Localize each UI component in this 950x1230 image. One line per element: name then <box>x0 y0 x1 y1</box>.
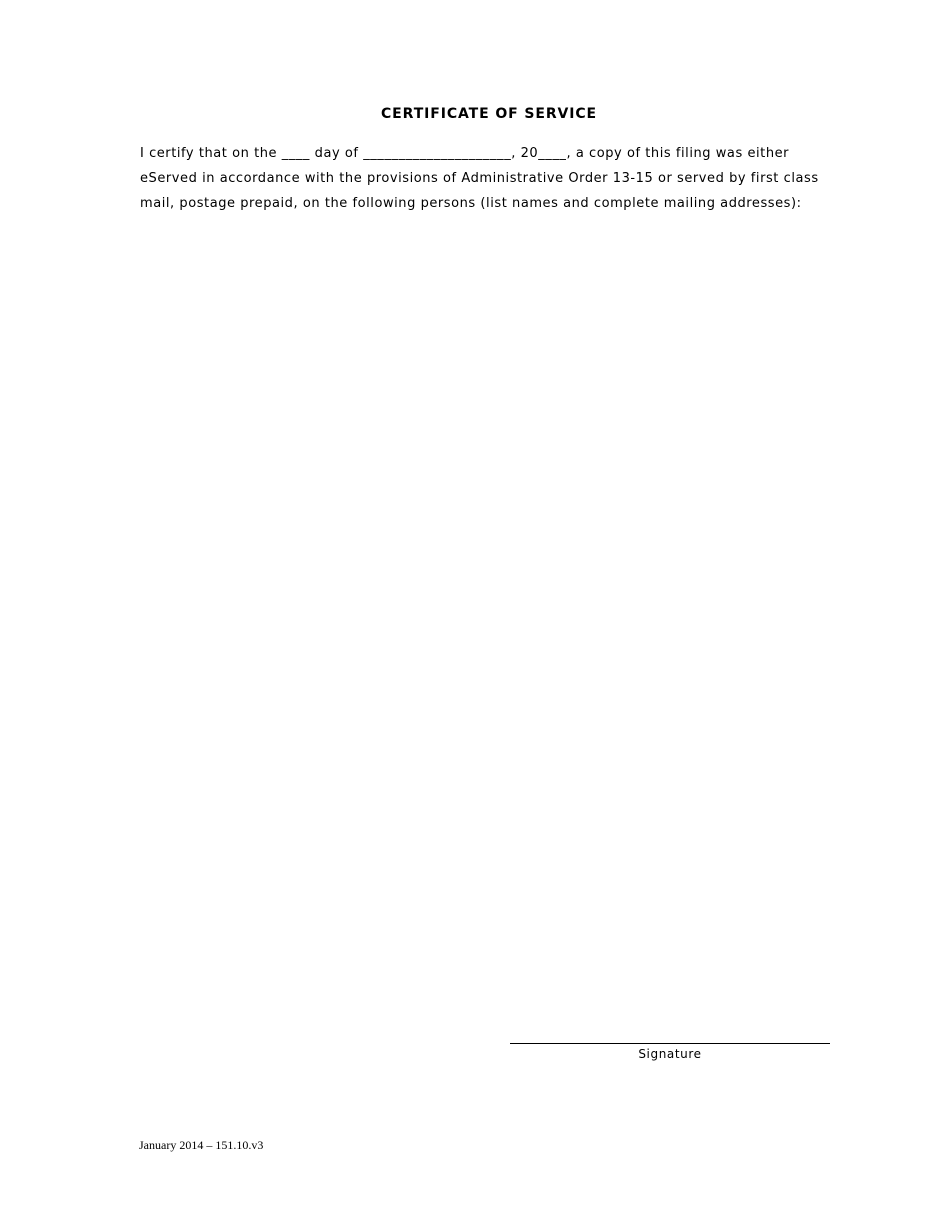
certification-line-3: mail, postage prepaid, on the following persons (list names and complete mailing addresses): <box>140 196 802 211</box>
certification-line-2: eServed in accordance with the provisions of Administrative Order 13-15 or served by first class <box>140 171 819 186</box>
certification-paragraph <box>140 141 840 216</box>
signature-label: Signature <box>638 1047 702 1061</box>
signature-line <box>510 1043 830 1044</box>
signature-block <box>510 1032 830 1062</box>
page-title: CERTIFICATE OF SERVICE <box>381 106 597 122</box>
certification-line-1: I certify that on the ____ day of _____________________, 20____, a copy of this filing was either <box>140 146 790 161</box>
form-version-footer: January 2014 – 151.10.v3 <box>139 1138 264 1152</box>
